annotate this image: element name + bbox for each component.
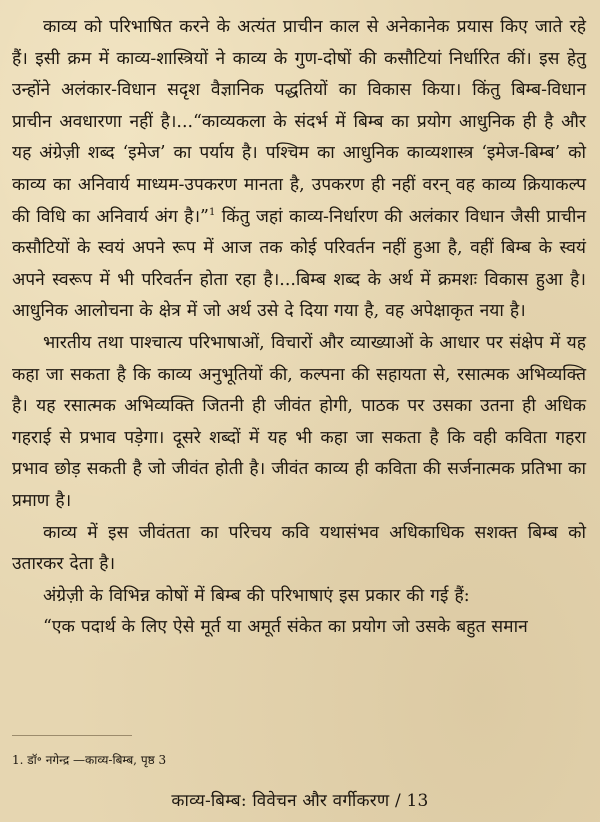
paragraph-1 xyxy=(12,12,586,328)
paragraph-4: अंग्रेज़ी के विभिन्न कोषों में बिम्ब की परिभाषाएं इस प्रकार की गई हैं: xyxy=(43,585,470,606)
paragraph-2: भारतीय तथा पाश्चात्य परिभाषाओं, विचारों और व्याख्याओं के आधार पर संक्षेप में यह कहा जा सकता है कि काव्य अनुभूतियों की, कल्पना की सहायता से, रसात्मक अभिव्यक्ति है। यह रसात्मक अभिव्यक्ति जितनी ही जीवंत होगी, पाठक पर उसका उतना ही अधिक गहराई से प्रभाव पड़ेगा। दूसरे शब्दों में यह भी कहा जा सकता है कि वही कविता गहरा प्रभाव छोड़ सकती है जो जीवंत होती है। जीवंत काव्य ही कविता की सर्जनात्मक प्रतिभा का प्रमाण है। xyxy=(12,332,586,511)
paragraph-3: काव्य में इस जीवंतता का परिचय कवि यथासंभव अधिकाधिक सशक्त बिम्ब को उतारकर देता है। xyxy=(12,522,586,575)
footnote-divider xyxy=(12,735,132,736)
paragraph-1-text-a: काव्य को परिभाषित करने के अत्यंत प्राचीन काल से अनेकानेक प्रयास किए जाते रहे हैं। इसी क्रम में काव्य-शास्त्रियों ने काव्य के गुण-दोषों की कसौटियां निर्धारित कीं। इस हेतु उन्होंने अलंकार-विधान सदृश वैज्ञानिक पद्धतियों का विकास किया। किंतु बिम्ब-विधान प्राचीन अवधारणा नहीं है।...“काव्यकला के संदर्भ में बिम्ब का प्रयोग आधुनिक ही है और यह अंग्रेज़ी शब्द ‘इमेज’ का पर्याय है। पश्चिम का आधुनिक काव्यशास्त्र ‘इमेज-बिम्ब’ को काव्य का अनिवार्य माध्यम-उपकरण मानता है, उपकरण ही नहीं वरन् वह काव्य क्रियाकल्प की विधि का अनिवार्य अंग है।” xyxy=(12,17,586,227)
running-footer: काव्य-बिम्ब: विवेचन और वर्गीकरण / 13 xyxy=(171,791,429,811)
paragraph-1-text-b: किंतु जहां काव्य-निर्धारण की अलंकार विधान जैसी प्राचीन कसौटियों के स्वयं अपने रूप में आज तक कोई परिवर्तन नहीं हुआ है, वहीं बिम्ब के स्वयं अपने स्वरूप में भी परिवर्तन होता रहा है।...बिम्ब शब्द के अर्थ में क्रमशः विकास हुआ है। आधुनिक आलोचना के क्षेत्र में जो अर्थ उसे दे दिया गया है, वह अपेक्षाकृत नया है। xyxy=(12,206,586,322)
footnote-marker: 1 xyxy=(208,206,216,218)
footnote: 1. डॉ॰ नगेन्द्र —काव्य-बिम्ब, पृष्ठ 3 xyxy=(12,753,167,767)
paragraph-5: “एक पदार्थ के लिए ऐसे मूर्त या अमूर्त संकेत का प्रयोग जो उसके बहुत समान xyxy=(43,617,528,638)
body-text xyxy=(12,12,586,644)
